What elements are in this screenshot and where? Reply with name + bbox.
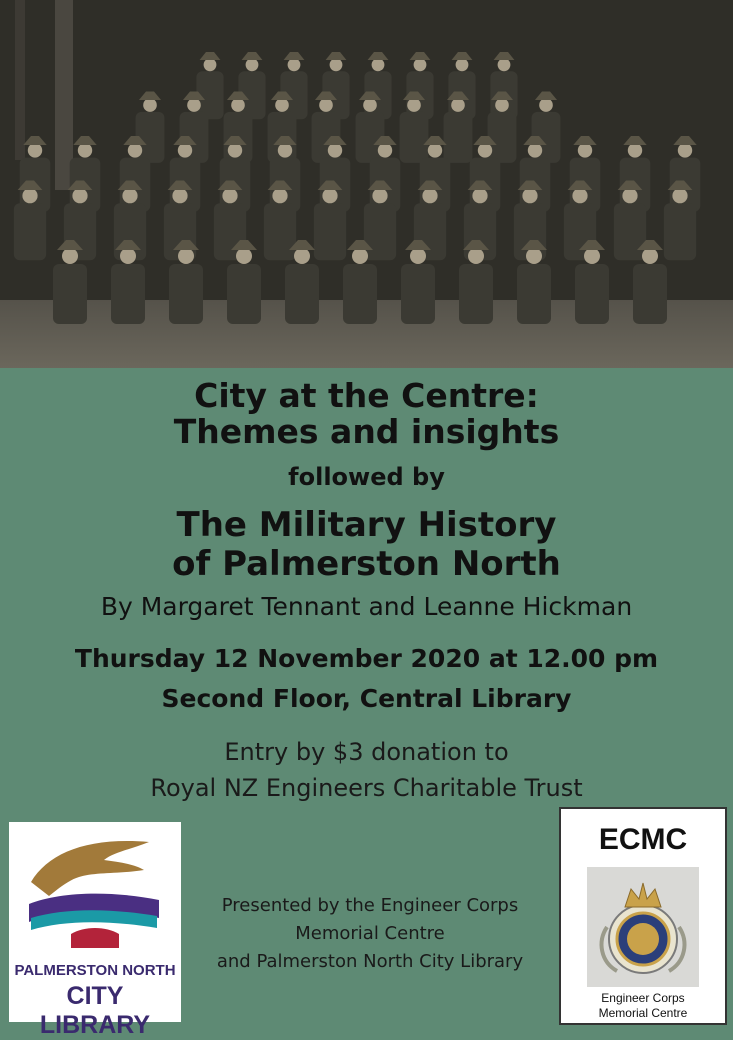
authors-text: By Margaret Tennant and Leanne Hickman	[100, 592, 633, 621]
presented-line-1: Presented by the Engineer Corps	[221, 895, 519, 916]
ecmc-caption-line-1: Engineer Corps	[601, 991, 685, 1005]
ecmc-caption	[561, 991, 725, 1021]
entry-line-1: Entry by $3 donation to	[224, 738, 509, 766]
entry-line-2: Royal NZ Engineers Charitable Trust	[150, 774, 583, 802]
subtitle-line-1: The Military History	[176, 505, 557, 545]
title-line-2: Themes and insights	[173, 412, 560, 451]
palmerston-north-city-library-logo	[9, 822, 181, 1039]
event-venue: Second Floor, Central Library	[161, 684, 572, 713]
ecmc-caption-line-2: Memorial Centre	[598, 1006, 688, 1020]
ecmc-abbreviation: ECMC	[598, 823, 688, 856]
soldiers-illustration	[0, 0, 733, 368]
presented-line-2: Memorial Centre	[295, 923, 445, 944]
library-wave-icon	[9, 822, 181, 962]
ecmc-logo	[559, 807, 727, 1025]
library-logo-line-2: CITY LIBRARY	[39, 982, 151, 1039]
engineer-crest-icon	[587, 867, 699, 987]
event-date: Thursday 12 November 2020 at 12.00 pm	[74, 644, 659, 673]
presented-by-block	[185, 892, 555, 976]
historic-group-photo	[0, 0, 733, 368]
subtitle-line-2: of Palmerston North	[172, 544, 561, 584]
title-line-1: City at the Centre:	[194, 376, 539, 415]
followed-by-text: followed by	[288, 463, 445, 491]
presented-line-3: and Palmerston North City Library	[216, 951, 524, 972]
library-logo-line-1: PALMERSTON NORTH	[14, 962, 176, 979]
